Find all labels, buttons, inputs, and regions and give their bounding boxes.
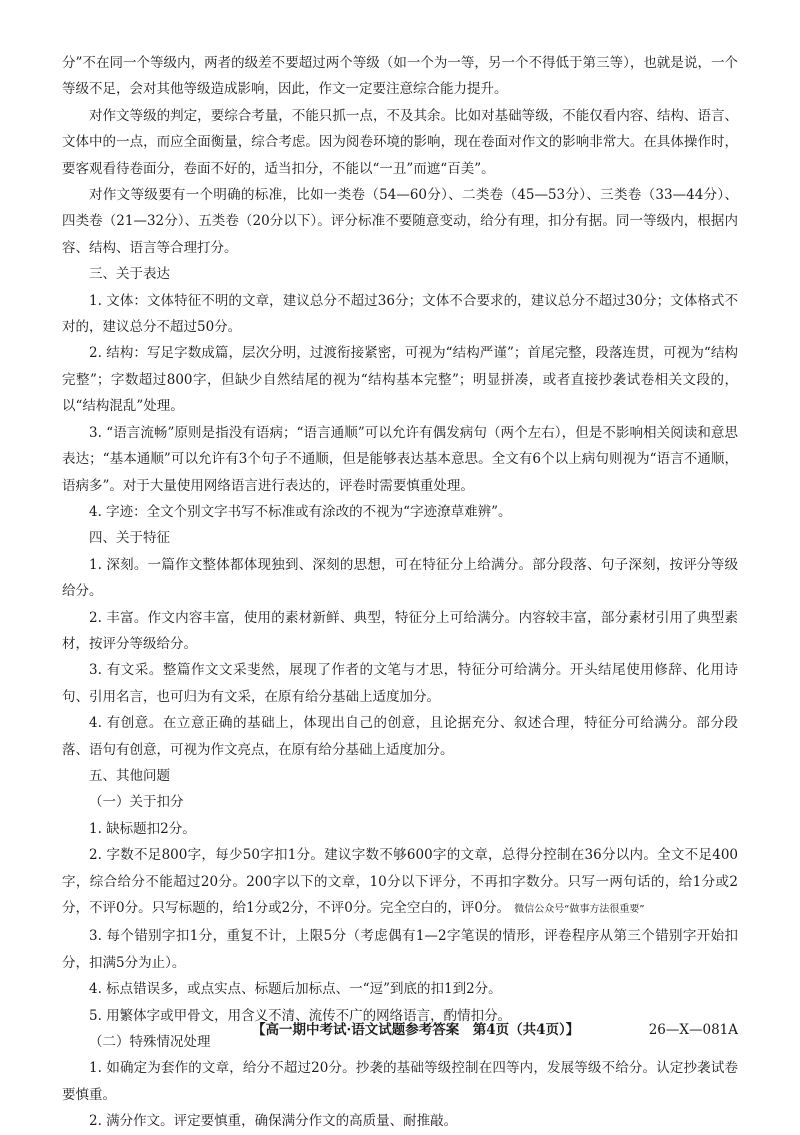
paragraph-text: 5. 用繁体字或甲骨文，用含义不清、流传不广的网络语言，酌情扣分。 — [89, 1007, 512, 1024]
paragraph — [62, 50, 738, 103]
watermark-note: 微信公众号“做事方法很重要” — [514, 904, 645, 915]
paragraph-text: 3. 每个错别字扣1分，重复不计，上限5分（考虑偶有1—2字笔误的情形，评卷程序从第三个错别字开始扣分，扣满5分为止）。 — [62, 928, 738, 971]
paragraph-text: 1. 深刻。一篇作文整体都体现独到、深刻的思想，可在特征分上给满分。部分段落、句子深刻，按评分等级给分。 — [62, 556, 738, 600]
paragraph-text: 2. 丰富。作文内容丰富，使用的素材新鲜、典型，特征分上可给满分。内容较丰富，部分素材引用了典型素材，按评分等级给分。 — [62, 609, 738, 652]
paragraph-text: 3. 有文采。整篇作文文采斐然，展现了作者的文笔与才思，特征分可给满分。开头结尾使用修辞、化用诗句、引用名言，也可归为有文采，在原有给分基础上适度加分。 — [62, 662, 738, 705]
paragraph-text: 对作文等级的判定，要综合考量，不能只抓一点，不及其余。比如对基础等级，不能仅看内容、结构、语言、文体中的一点，而应全面衡量，综合考虑。因为阅卷环境的影响，现在卷面对作文的影响非常大。在具体操作时，要客观看待卷面分，卷面不好的，适当扣分，不能以“一丑”而遮“百美”。 — [62, 107, 738, 177]
paragraph — [62, 605, 738, 658]
paragraph-text: （一）关于扣分 — [89, 794, 184, 811]
paragraph — [62, 525, 738, 551]
paragraph — [62, 182, 738, 261]
paragraph — [62, 842, 738, 923]
paragraph-text: 三、关于表达 — [89, 266, 170, 283]
paragraph — [62, 1055, 738, 1108]
paragraph — [62, 499, 738, 525]
footer-title: 【高一期中考试·语文试题参考答案 第4页（共4页）】 — [252, 1022, 580, 1038]
paragraph — [62, 789, 738, 815]
paragraph-text: 1. 如确定为套作的文章，给分不超过20分。抄袭的基础等级控制在四等内，发展等级不给分。认定抄袭试卷要慎重。 — [62, 1060, 738, 1103]
paragraph-text: 2. 满分作文。评定要慎重，确保满分作文的高质量、耐推敲。 — [89, 1113, 458, 1130]
paragraph-text: 2. 字数不足800字，每少50字扣1分。建议字数不够600字的文章，总得分控制在36分以内。全文不足400字，综合给分不能超过20分。200字以下的文章，10分以下评分，不再扣字数分。只写一两句话的，给1分或2分，不评0分。只写标题的，给1分或2分，不评0分。完全空白的，评0分。 — [62, 847, 738, 916]
paragraph — [62, 288, 738, 341]
paragraph — [62, 976, 738, 1002]
paragraph-text: 1. 文体：文体特征不明的文章，建议总分不超过36分；文体不合要求的，建议总分不超过30分；文体格式不对的，建议总分不超过50分。 — [62, 292, 738, 336]
paragraph-text: 对作文等级要有一个明确的标准，比如一类卷（54—60分）、二类卷（45—53分）、三类卷（33—44分）、四类卷（21—32分）、五类卷（20分以下）。评分标准不要随意变动，给分有理，扣分有据。同一等级内，根据内容、结构、语言等合理打分。 — [62, 187, 738, 256]
paragraph — [62, 552, 738, 605]
paragraph-text: 3. “语言流畅”原则是指没有语病；“语言通顺”可以允许有偶发病句（两个左右），但是不影响相关阅读和意思表达；“基本通顺”可以允许有3个句子不通顺，但是能够表达基本意思。全文有6个以上病句则视为“语言不通顺，语病多”。对于大量使用网络语言进行表达的，评卷时需要慎重处理。 — [62, 424, 738, 494]
paragraph — [62, 261, 738, 287]
paragraph-text: 五、其他问题 — [89, 767, 170, 784]
paragraph — [62, 103, 738, 182]
paragraph-text: 分”不在同一个等级内，两者的级差不要超过两个等级（如一个为一等，另一个不得低于第三等），也就是说，一个等级不足，会对其他等级造成影响，因此，作文一定要注意综合能力提升。 — [62, 55, 738, 98]
paragraph — [62, 763, 738, 789]
paragraph-text: 1. 缺标题扣2分。 — [89, 820, 196, 837]
paragraph — [62, 923, 738, 976]
paragraph-text: 四、关于特征 — [89, 530, 170, 547]
paragraph-text: 4. 标点错误多，或点实点、标题后加标点、一“逗”到底的扣1到2分。 — [89, 981, 502, 998]
footer-code: 26—X—081A — [648, 1022, 738, 1038]
paragraph-text: （二）特殊情况处理 — [89, 1034, 211, 1051]
document-body — [62, 50, 738, 1135]
paragraph — [62, 1108, 738, 1134]
paragraph — [62, 657, 738, 710]
paragraph — [62, 420, 738, 499]
paragraph-text: 4. 有创意。在立意正确的基础上，体现出自己的创意，且论据充分、叙述合理，特征分可给满分。部分段落、语句有创意，可视为作文亮点，在原有给分基础上适度加分。 — [62, 715, 738, 758]
paragraph — [62, 710, 738, 763]
paragraph-text: 4. 字迹：全文个别文字书写不标准或有涂改的不视为“字迹潦草难辨”。 — [89, 503, 512, 520]
paragraph — [62, 340, 738, 419]
paragraph — [62, 816, 738, 842]
paragraph-text: 2. 结构：写足字数成篇，层次分明，过渡衔接紧密，可视为“结构严谨”；首尾完整，段落连贯，可视为“结构完整”；字数超过800字，但缺少自然结尾的视为“结构基本完整”；明显拼凑，或者直接抄袭试卷相关文段的，以“结构混乱”处理。 — [62, 345, 738, 415]
